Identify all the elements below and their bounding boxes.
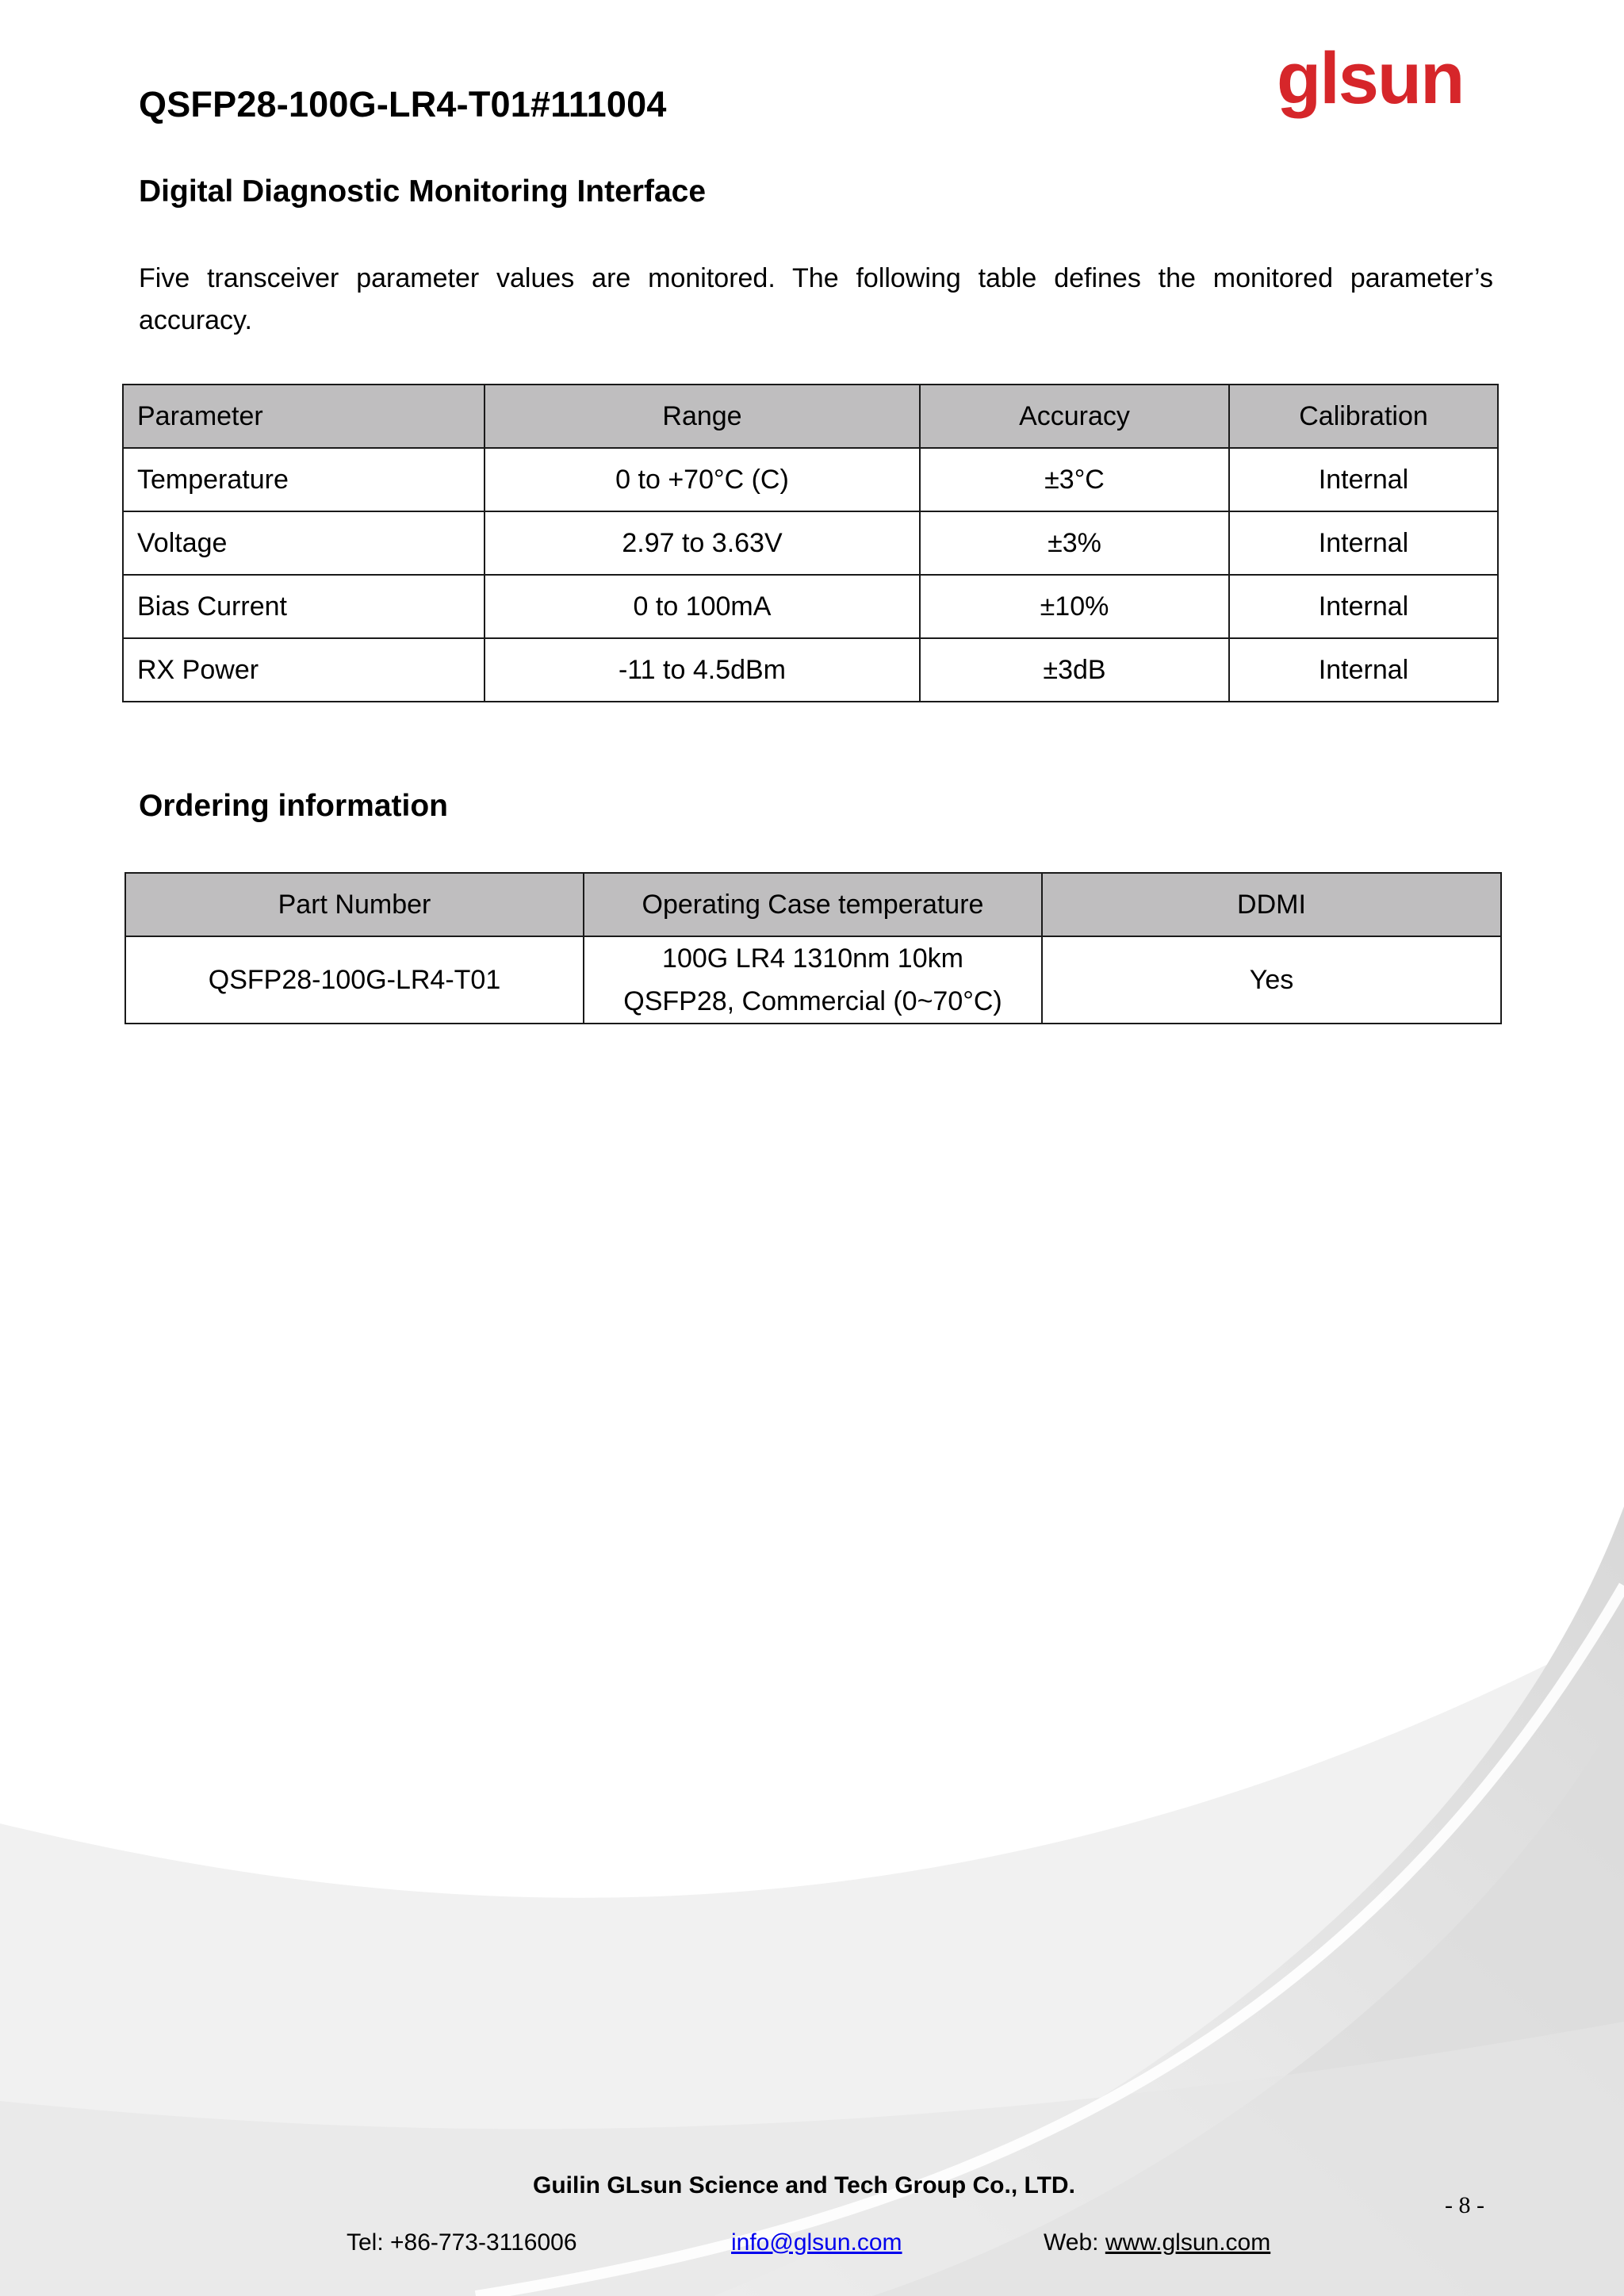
table-cell: ±10% <box>920 575 1229 638</box>
part-number-cell: QSFP28-100G-LR4-T01 <box>125 936 584 1024</box>
column-header: Accuracy <box>920 385 1229 448</box>
table-header-row <box>125 873 1501 936</box>
description-line: QSFP28, Commercial (0~70°C) <box>623 986 1002 1016</box>
table-cell: 0 to 100mA <box>485 575 920 638</box>
footer-web-link[interactable]: www.glsun.com <box>1105 2229 1271 2256</box>
footer-website <box>1044 2229 1270 2256</box>
table-cell: RX Power <box>123 638 485 702</box>
description-cell <box>584 936 1042 1024</box>
footer-web-label: Web: <box>1044 2229 1105 2256</box>
table-row <box>123 448 1498 511</box>
column-header: DDMI <box>1042 873 1501 936</box>
ddm-table <box>122 384 1499 702</box>
logo-text: glsun <box>1277 48 1464 119</box>
table-row <box>123 511 1498 575</box>
column-header: Range <box>485 385 920 448</box>
description-line: 100G LR4 1310nm 10km <box>662 943 963 974</box>
ordering-table <box>124 872 1502 1024</box>
table-cell: Bias Current <box>123 575 485 638</box>
ddm-heading: Digital Diagnostic Monitoring Interface <box>139 174 707 209</box>
table-cell: ±3dB <box>920 638 1229 702</box>
footer-company: Guilin GLsun Science and Tech Group Co., LTD. <box>533 2172 1075 2198</box>
footer-phone: Tel: +86-773-3116006 <box>347 2229 577 2256</box>
column-header: Calibration <box>1229 385 1498 448</box>
table-cell: -11 to 4.5dBm <box>485 638 920 702</box>
table-row <box>123 638 1498 702</box>
document-title: QSFP28-100G-LR4-T01#111004 <box>139 84 667 124</box>
table-row <box>123 575 1498 638</box>
page-number: - 8 - <box>1445 2192 1484 2218</box>
table-row <box>125 936 1501 1024</box>
column-header: Parameter <box>123 385 485 448</box>
table-cell: Internal <box>1229 448 1498 511</box>
ddmi-cell: Yes <box>1042 936 1501 1024</box>
glsun-logo <box>1277 48 1483 127</box>
table-cell: Temperature <box>123 448 485 511</box>
table-cell: Internal <box>1229 575 1498 638</box>
column-header: Part Number <box>125 873 584 936</box>
table-cell: ±3% <box>920 511 1229 575</box>
table-cell: ±3°C <box>920 448 1229 511</box>
footer-email-link[interactable]: info@glsun.com <box>731 2229 902 2256</box>
table-cell: Internal <box>1229 638 1498 702</box>
ordering-heading: Ordering information <box>139 789 448 823</box>
ddm-intro-paragraph: Five transceiver parameter values are monitored. The following table defines the monitored parameter’s accuracy. <box>139 263 1493 335</box>
table-cell: 2.97 to 3.63V <box>485 511 920 575</box>
table-cell: Internal <box>1229 511 1498 575</box>
table-cell: Voltage <box>123 511 485 575</box>
table-header-row <box>123 385 1498 448</box>
column-header: Operating Case temperature <box>584 873 1042 936</box>
table-cell: 0 to +70°C (C) <box>485 448 920 511</box>
